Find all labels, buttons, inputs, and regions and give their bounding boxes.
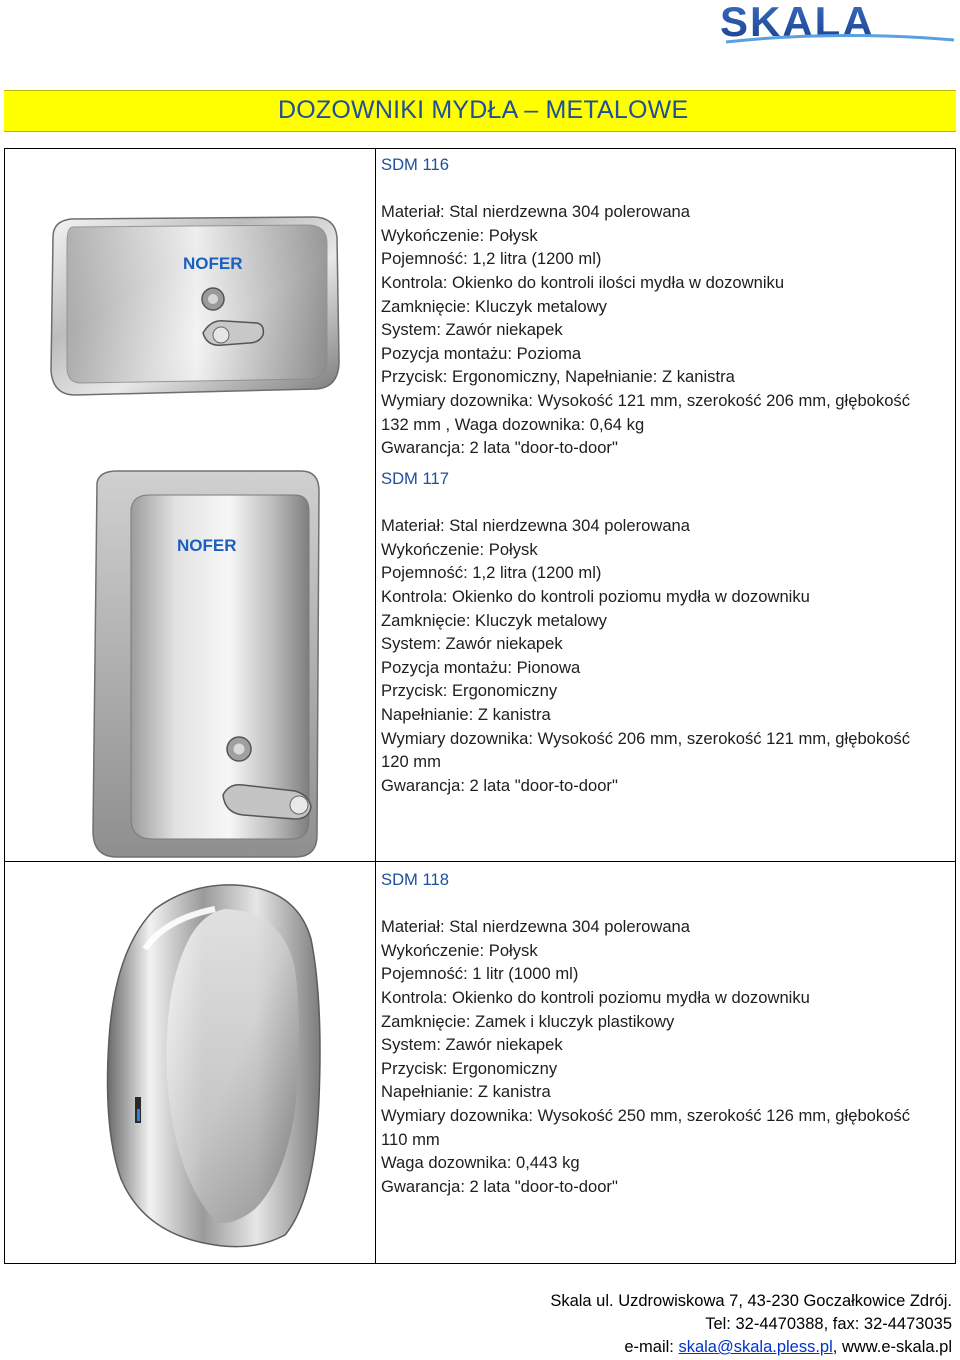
sdm117-image [73, 469, 333, 861]
website-text: www.e-skala.pl [841, 1338, 952, 1356]
spec-line: Wymiary dozownika: Wysokość 121 mm, szerokość 206 mm, głębokość [381, 390, 911, 410]
product-code: SDM 117 [381, 469, 449, 488]
row-divider [5, 861, 955, 862]
email-link[interactable]: skala@skala.pless.pl [678, 1338, 833, 1356]
spec-line: Przycisk: Ergonomiczny [381, 1058, 558, 1078]
nofer-label: NOFER [183, 254, 243, 273]
sdm118-image [105, 879, 325, 1251]
spec-line: Gwarancja: 2 lata "door-to-door" [381, 1176, 618, 1196]
spec-line: System: Zawór niekapek [381, 634, 563, 654]
spec-line: Zamknięcie: Zamek i kluczyk plastikowy [381, 1011, 675, 1031]
spec-line: 120 mm [381, 752, 441, 772]
spec-line: 132 mm , Waga dozownika: 0,64 kg [381, 414, 645, 434]
footer-address: Skala ul. Uzdrowiskowa 7, 43-230 Goczałkowice Zdrój. [550, 1292, 952, 1310]
spec-line: Kontrola: Okienko do kontroli poziomu mydła w dozowniku [381, 987, 810, 1007]
page-title: DOZOWNIKI MYDŁA – METALOWE [278, 96, 689, 124]
title-banner [4, 90, 956, 132]
spec-line: 110 mm [381, 1129, 440, 1149]
spec-line: Gwarancja: 2 lata "door-to-door" [381, 775, 618, 795]
spec-line: Wymiary dozownika: Wysokość 250 mm, szerokość 126 mm, głębokość [381, 1105, 911, 1125]
spec-line: Pojemność: 1,2 litra (1200 ml) [381, 563, 602, 583]
skala-logo [716, 0, 960, 46]
spec-line: Przycisk: Ergonomiczny, Napełnianie: Z kanistra [381, 367, 735, 387]
spec-line: Wykończenie: Połysk [381, 539, 538, 559]
product-sdm117 [381, 467, 956, 797]
spec-line: Pozycja montażu: Pozioma [381, 343, 582, 363]
spec-line: Waga dozownika: 0,443 kg [381, 1153, 580, 1173]
separator: , [832, 1338, 842, 1356]
sdm116-image [45, 211, 345, 401]
product-code: SDM 116 [381, 155, 449, 174]
product-table [4, 148, 956, 1264]
spec-line: Wykończenie: Połysk [381, 940, 538, 960]
spec-line: Pozycja montażu: Pionowa [381, 657, 581, 677]
spec-line: Materiał: Stal nierdzewna 304 polerowana [381, 917, 691, 937]
spec-line: Napełnianie: Z kanistra [381, 704, 551, 724]
spec-line: System: Zawór niekapek [381, 320, 563, 340]
spec-line: Wykończenie: Połysk [381, 225, 538, 245]
logo-text: SKALA [720, 0, 875, 45]
column-divider [375, 149, 376, 1263]
product-sdm116 [381, 153, 956, 460]
spec-line: Napełnianie: Z kanistra [381, 1082, 551, 1102]
spec-line: System: Zawór niekapek [381, 1035, 563, 1055]
spec-line: Kontrola: Okienko do kontroli poziomu mydła w dozowniku [381, 586, 810, 606]
spec-line: Wymiary dozownika: Wysokość 206 mm, szerokość 121 mm, głębokość [381, 728, 911, 748]
footer-contact [352, 1338, 952, 1357]
push-button-icon [203, 321, 263, 346]
spec-line: Pojemność: 1,2 litra (1200 ml) [381, 249, 602, 269]
spec-line: Zamknięcie: Kluczyk metalowy [381, 610, 607, 630]
product-code: SDM 118 [381, 870, 449, 889]
spec-line: Przycisk: Ergonomiczny [381, 681, 558, 701]
footer-phones: Tel: 32-4470388, fax: 32-4473035 [705, 1315, 952, 1333]
spec-line: Gwarancja: 2 lata "door-to-door" [381, 438, 618, 458]
spec-line: Materiał: Stal nierdzewna 304 polerowana [381, 516, 691, 536]
spec-line: Pojemność: 1 litr (1000 ml) [381, 964, 579, 984]
product-sdm118 [381, 868, 956, 1198]
nofer-label: NOFER [177, 536, 237, 555]
spec-line: Zamknięcie: Kluczyk metalowy [381, 296, 607, 316]
email-label: e-mail: [624, 1338, 679, 1356]
spec-line: Kontrola: Okienko do kontroli ilości mydła w dozowniku [381, 272, 785, 292]
spec-line: Materiał: Stal nierdzewna 304 polerowana [381, 202, 691, 222]
